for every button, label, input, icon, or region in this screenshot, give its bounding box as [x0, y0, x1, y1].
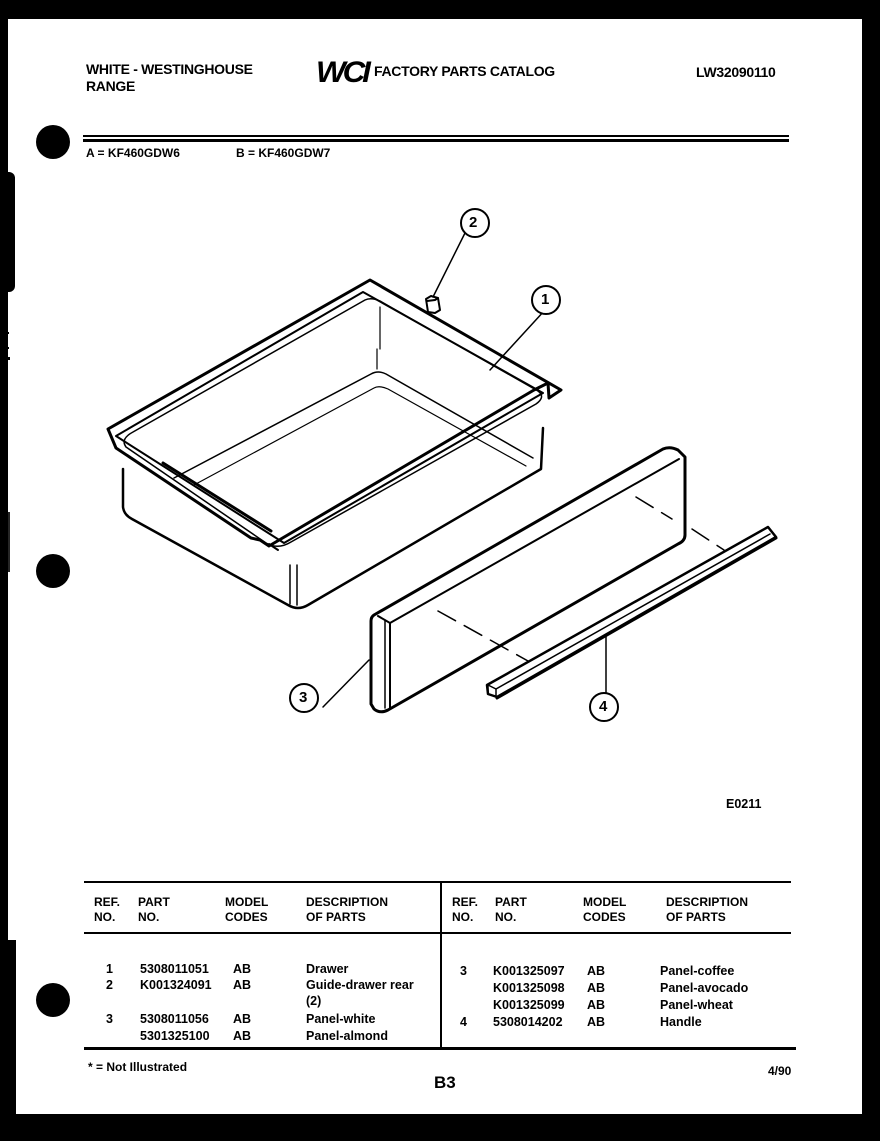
part-no: 5308011051: [140, 962, 209, 976]
model-a: A = KF460GDW6: [86, 146, 180, 160]
table-top-rule: [84, 881, 791, 883]
model-codes: AB: [587, 998, 606, 1012]
part-no: 5301325100: [140, 1029, 210, 1043]
brand-line-1: WHITE - WESTINGHOUSE: [86, 61, 253, 77]
model-codes: AB: [233, 1012, 252, 1026]
leader-lines: [323, 233, 606, 707]
description: (2): [306, 994, 322, 1008]
header-part-line1: PART: [495, 895, 527, 909]
model-codes: AB: [587, 1015, 606, 1029]
guide-drawer-rear-part: [426, 296, 440, 313]
ref-no: 1: [106, 962, 113, 976]
callout-3: 3: [299, 689, 308, 706]
header-model-codes-left: [225, 895, 268, 925]
ref-no: 3: [106, 1012, 113, 1026]
header-ref-line1: REF.: [94, 895, 121, 909]
header-ref-no-left: [94, 895, 120, 925]
handle-part: [487, 527, 776, 698]
description: Guide-drawer rear: [306, 978, 414, 992]
catalog-number: LW32090110: [696, 64, 776, 80]
header-description-left: [306, 895, 388, 925]
header-part-no-right: [495, 895, 527, 925]
callout-2: 2: [469, 214, 478, 231]
scan-edge-mark: [0, 172, 15, 292]
header-ref-no-right: [452, 895, 478, 925]
brand-line-2: RANGE: [86, 78, 136, 94]
header-ref-line2: NO.: [452, 910, 474, 924]
part-no: K001325099: [493, 998, 565, 1012]
not-illustrated-note: * = Not Illustrated: [88, 1060, 188, 1074]
model-codes: AB: [587, 981, 606, 995]
header-model-codes-right: [583, 895, 626, 925]
model-codes: AB: [587, 964, 606, 978]
scan-edge-mark: [0, 512, 10, 572]
description: Drawer: [306, 962, 349, 976]
header-model-line1: MODEL: [225, 895, 269, 909]
part-no: 5308011056: [140, 1012, 209, 1026]
header-ref-line2: NO.: [94, 910, 116, 924]
table-column-divider: [440, 881, 442, 1049]
callout-4: 4: [599, 698, 608, 715]
scan-edge-mark: [0, 940, 16, 1140]
revision-date: 4/90: [768, 1064, 792, 1078]
catalog-title: FACTORY PARTS CATALOG: [374, 63, 555, 79]
scan-edge-tick: [0, 332, 9, 334]
binder-hole-bottom: [36, 983, 70, 1017]
header-part-line2: NO.: [138, 910, 160, 924]
header-part-no-left: [138, 895, 170, 925]
header-model-line2: CODES: [225, 910, 268, 924]
description: Panel-white: [306, 1012, 376, 1026]
description: Panel-coffee: [660, 964, 735, 978]
description: Panel-avocado: [660, 981, 749, 995]
model-codes: AB: [233, 962, 252, 976]
ref-no: 4: [460, 1015, 467, 1029]
description: Panel-wheat: [660, 998, 733, 1012]
panel-part: [371, 448, 685, 712]
description: Panel-almond: [306, 1029, 388, 1043]
diagram-code: E0211: [726, 797, 762, 811]
model-b: B = KF460GDW7: [236, 146, 331, 160]
header-model-line2: CODES: [583, 910, 626, 924]
page-number: B3: [434, 1073, 456, 1092]
part-no: 5308014202: [493, 1015, 563, 1029]
part-no: K001325098: [493, 981, 565, 995]
header-ref-line1: REF.: [452, 895, 479, 909]
header-desc-line2: OF PARTS: [666, 910, 726, 924]
drawer-part: [108, 280, 561, 608]
exploded-parts-diagram: [8, 19, 862, 779]
header-desc-line2: OF PARTS: [306, 910, 366, 924]
ref-no: 3: [460, 964, 467, 978]
table-header-rule: [84, 932, 791, 934]
part-no: K001324091: [140, 978, 212, 992]
header-desc-line1: DESCRIPTION: [666, 895, 749, 909]
header-description-right: [666, 895, 748, 925]
alignment-dashes: [438, 497, 724, 661]
header-part-line2: NO.: [495, 910, 517, 924]
scan-edge-tick: [0, 357, 10, 360]
catalog-page: [8, 19, 862, 1114]
ref-no: 2: [106, 978, 113, 992]
model-codes: AB: [233, 1029, 252, 1043]
header-desc-line1: DESCRIPTION: [306, 895, 389, 909]
callout-1: 1: [541, 291, 550, 308]
scan-edge-tick: [0, 347, 9, 349]
header-model-line1: MODEL: [583, 895, 627, 909]
part-no: K001325097: [493, 964, 565, 978]
description: Handle: [660, 1015, 702, 1029]
callout-circles: [290, 209, 618, 721]
model-codes: AB: [233, 978, 252, 992]
header-part-line1: PART: [138, 895, 170, 909]
wci-logo: WCI: [316, 56, 368, 89]
